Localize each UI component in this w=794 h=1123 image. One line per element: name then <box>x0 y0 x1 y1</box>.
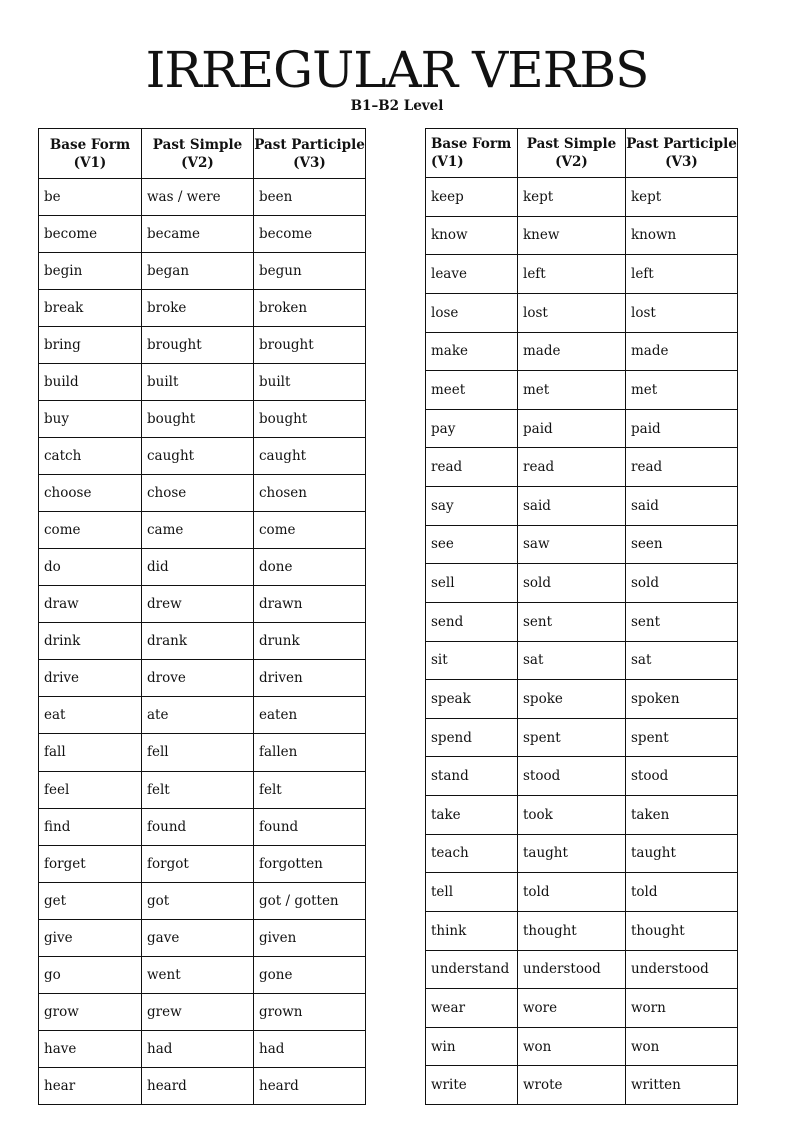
past-simple-cell: kept <box>518 178 626 217</box>
base-form-cell: hear <box>39 1067 142 1104</box>
past-participle-cell: caught <box>254 438 366 475</box>
table-row <box>426 487 738 526</box>
base-form-cell: stand <box>426 757 518 796</box>
table-row <box>39 253 366 290</box>
past-simple-cell: spoke <box>518 680 626 719</box>
past-participle-cell: known <box>626 216 738 255</box>
base-form-cell: pay <box>426 409 518 448</box>
past-simple-cell: brought <box>142 327 254 364</box>
table-row <box>39 549 366 586</box>
base-form-cell: feel <box>39 771 142 808</box>
base-form-cell: do <box>39 549 142 586</box>
base-form-cell: bring <box>39 327 142 364</box>
base-form-cell: think <box>426 911 518 950</box>
past-simple-cell: came <box>142 512 254 549</box>
table-header-row <box>39 129 366 179</box>
past-participle-cell: had <box>254 1030 366 1067</box>
header-line2: (V2) <box>181 154 214 171</box>
base-form-cell: build <box>39 364 142 401</box>
page-subtitle: B1–B2 Level <box>350 98 444 114</box>
table-row <box>426 641 738 680</box>
base-form-cell: take <box>426 796 518 835</box>
table-row <box>426 680 738 719</box>
base-form-cell: choose <box>39 475 142 512</box>
base-form-cell: have <box>39 1030 142 1067</box>
base-form-cell: speak <box>426 680 518 719</box>
table-row <box>39 660 366 697</box>
header-past-participle <box>254 129 366 179</box>
table-row <box>39 734 366 771</box>
table-row <box>39 364 366 401</box>
past-participle-cell: taken <box>626 796 738 835</box>
past-simple-cell: saw <box>518 525 626 564</box>
base-form-cell: leave <box>426 255 518 294</box>
header-line2: (V3) <box>293 154 326 171</box>
header-past-participle <box>626 129 738 178</box>
past-simple-cell: stood <box>518 757 626 796</box>
past-participle-cell: said <box>626 487 738 526</box>
past-simple-cell: heard <box>142 1067 254 1104</box>
past-simple-cell: sold <box>518 564 626 603</box>
past-simple-cell: went <box>142 956 254 993</box>
past-participle-cell: got / gotten <box>254 882 366 919</box>
base-form-cell: get <box>39 882 142 919</box>
header-line1: Base Form <box>49 136 131 153</box>
past-simple-cell: got <box>142 882 254 919</box>
table-row <box>39 438 366 475</box>
past-participle-cell: worn <box>626 989 738 1028</box>
table-row <box>426 718 738 757</box>
base-form-cell: become <box>39 216 142 253</box>
table-row <box>426 873 738 912</box>
past-simple-cell: told <box>518 873 626 912</box>
table-row <box>426 216 738 255</box>
base-form-cell: teach <box>426 834 518 873</box>
past-simple-cell: found <box>142 808 254 845</box>
past-simple-cell: wrote <box>518 1066 626 1105</box>
table-row <box>39 512 366 549</box>
past-simple-cell: took <box>518 796 626 835</box>
past-participle-cell: brought <box>254 327 366 364</box>
base-form-cell: drink <box>39 623 142 660</box>
table-row <box>426 564 738 603</box>
table-row <box>39 993 366 1030</box>
past-participle-cell: kept <box>626 178 738 217</box>
verbs-table-right-body <box>426 178 738 1105</box>
table-row <box>39 771 366 808</box>
past-participle-cell: spoken <box>626 680 738 719</box>
base-form-cell: forget <box>39 845 142 882</box>
past-participle-cell: read <box>626 448 738 487</box>
past-simple-cell: said <box>518 487 626 526</box>
past-simple-cell: forgot <box>142 845 254 882</box>
past-simple-cell: sat <box>518 641 626 680</box>
header-line1: Base Form <box>431 136 512 152</box>
past-participle-cell: driven <box>254 660 366 697</box>
past-simple-cell: grew <box>142 993 254 1030</box>
base-form-cell: fall <box>39 734 142 771</box>
verbs-table-left <box>38 128 366 1105</box>
past-simple-cell: sent <box>518 602 626 641</box>
base-form-cell: keep <box>426 178 518 217</box>
past-participle-cell: written <box>626 1066 738 1105</box>
past-simple-cell: built <box>142 364 254 401</box>
base-form-cell: meet <box>426 371 518 410</box>
past-participle-cell: bought <box>254 401 366 438</box>
verbs-table-right <box>425 128 738 1105</box>
past-simple-cell: knew <box>518 216 626 255</box>
table-row <box>426 796 738 835</box>
base-form-cell: buy <box>39 401 142 438</box>
past-participle-cell: left <box>626 255 738 294</box>
base-form-cell: say <box>426 487 518 526</box>
table-row <box>426 950 738 989</box>
past-simple-cell: caught <box>142 438 254 475</box>
base-form-cell: sell <box>426 564 518 603</box>
base-form-cell: drive <box>39 660 142 697</box>
base-form-cell: see <box>426 525 518 564</box>
past-participle-cell: met <box>626 371 738 410</box>
past-simple-cell: became <box>142 216 254 253</box>
past-simple-cell: lost <box>518 293 626 332</box>
table-row <box>426 757 738 796</box>
header-past-simple <box>518 129 626 178</box>
header-line2: (V3) <box>665 154 698 170</box>
past-participle-cell: seen <box>626 525 738 564</box>
header-line1: Past Participle <box>254 136 365 153</box>
base-form-cell: grow <box>39 993 142 1030</box>
past-simple-cell: drank <box>142 623 254 660</box>
table-row <box>39 290 366 327</box>
base-form-cell: wear <box>426 989 518 1028</box>
base-form-cell: eat <box>39 697 142 734</box>
table-row <box>426 989 738 1028</box>
past-participle-cell: won <box>626 1027 738 1066</box>
past-participle-cell: understood <box>626 950 738 989</box>
past-simple-cell: bought <box>142 401 254 438</box>
base-form-cell: sit <box>426 641 518 680</box>
past-simple-cell: was / were <box>142 179 254 216</box>
past-participle-cell: thought <box>626 911 738 950</box>
past-participle-cell: broken <box>254 290 366 327</box>
past-participle-cell: gone <box>254 956 366 993</box>
table-row <box>39 623 366 660</box>
past-simple-cell: paid <box>518 409 626 448</box>
past-participle-cell: done <box>254 549 366 586</box>
table-row <box>426 834 738 873</box>
past-participle-cell: taught <box>626 834 738 873</box>
table-row <box>426 448 738 487</box>
table-row <box>426 371 738 410</box>
header-line2: (V1) <box>431 154 464 170</box>
table-row <box>39 882 366 919</box>
page-title: IRREGULAR VERBS <box>145 41 649 99</box>
past-participle-cell: fallen <box>254 734 366 771</box>
past-simple-cell: read <box>518 448 626 487</box>
base-form-cell: find <box>39 808 142 845</box>
base-form-cell: know <box>426 216 518 255</box>
past-participle-cell: found <box>254 808 366 845</box>
base-form-cell: draw <box>39 586 142 623</box>
past-participle-cell: told <box>626 873 738 912</box>
past-simple-cell: gave <box>142 919 254 956</box>
base-form-cell: read <box>426 448 518 487</box>
past-participle-cell: sent <box>626 602 738 641</box>
past-participle-cell: heard <box>254 1067 366 1104</box>
past-simple-cell: chose <box>142 475 254 512</box>
table-header-row <box>426 129 738 178</box>
past-participle-cell: chosen <box>254 475 366 512</box>
past-participle-cell: come <box>254 512 366 549</box>
header-line1: Past Simple <box>152 136 243 153</box>
past-simple-cell: ate <box>142 697 254 734</box>
base-form-cell: come <box>39 512 142 549</box>
table-row <box>426 1027 738 1066</box>
table-row <box>39 697 366 734</box>
past-participle-cell: begun <box>254 253 366 290</box>
header-base-form <box>39 129 142 179</box>
past-participle-cell: spent <box>626 718 738 757</box>
base-form-cell: win <box>426 1027 518 1066</box>
base-form-cell: break <box>39 290 142 327</box>
table-row <box>426 525 738 564</box>
base-form-cell: lose <box>426 293 518 332</box>
header-base-form <box>426 129 518 178</box>
header-line1: Past Participle <box>626 136 737 152</box>
past-participle-cell: drawn <box>254 586 366 623</box>
past-simple-cell: drove <box>142 660 254 697</box>
table-row <box>39 401 366 438</box>
table-row <box>39 956 366 993</box>
base-form-cell: tell <box>426 873 518 912</box>
past-simple-cell: won <box>518 1027 626 1066</box>
base-form-cell: be <box>39 179 142 216</box>
past-participle-cell: felt <box>254 771 366 808</box>
past-participle-cell: made <box>626 332 738 371</box>
base-form-cell: give <box>39 919 142 956</box>
table-row <box>39 845 366 882</box>
table-row <box>426 911 738 950</box>
past-simple-cell: made <box>518 332 626 371</box>
past-participle-cell: built <box>254 364 366 401</box>
table-row <box>426 602 738 641</box>
base-form-cell: catch <box>39 438 142 475</box>
past-simple-cell: had <box>142 1030 254 1067</box>
past-simple-cell: drew <box>142 586 254 623</box>
past-participle-cell: lost <box>626 293 738 332</box>
base-form-cell: understand <box>426 950 518 989</box>
past-simple-cell: left <box>518 255 626 294</box>
base-form-cell: send <box>426 602 518 641</box>
past-participle-cell: eaten <box>254 697 366 734</box>
table-row <box>39 586 366 623</box>
table-row <box>39 179 366 216</box>
past-participle-cell: paid <box>626 409 738 448</box>
header-line2: (V1) <box>73 154 107 171</box>
table-row <box>426 255 738 294</box>
past-participle-cell: sat <box>626 641 738 680</box>
past-simple-cell: felt <box>142 771 254 808</box>
table-row <box>426 293 738 332</box>
past-participle-cell: grown <box>254 993 366 1030</box>
table-row <box>426 409 738 448</box>
past-participle-cell: given <box>254 919 366 956</box>
base-form-cell: begin <box>39 253 142 290</box>
past-simple-cell: did <box>142 549 254 586</box>
past-simple-cell: met <box>518 371 626 410</box>
base-form-cell: go <box>39 956 142 993</box>
table-row <box>39 216 366 253</box>
header-past-simple <box>142 129 254 179</box>
past-simple-cell: thought <box>518 911 626 950</box>
past-simple-cell: wore <box>518 989 626 1028</box>
past-participle-cell: stood <box>626 757 738 796</box>
past-simple-cell: broke <box>142 290 254 327</box>
base-form-cell: spend <box>426 718 518 757</box>
past-participle-cell: been <box>254 179 366 216</box>
past-simple-cell: fell <box>142 734 254 771</box>
past-simple-cell: understood <box>518 950 626 989</box>
past-participle-cell: become <box>254 216 366 253</box>
past-participle-cell: drunk <box>254 623 366 660</box>
table-row <box>39 1030 366 1067</box>
table-row <box>39 327 366 364</box>
table-row <box>39 1067 366 1104</box>
table-row <box>426 1066 738 1105</box>
base-form-cell: make <box>426 332 518 371</box>
past-participle-cell: sold <box>626 564 738 603</box>
table-row <box>39 475 366 512</box>
past-simple-cell: began <box>142 253 254 290</box>
table-row <box>39 808 366 845</box>
verbs-table-left-body <box>39 179 366 1105</box>
past-simple-cell: spent <box>518 718 626 757</box>
table-row <box>39 919 366 956</box>
past-participle-cell: forgotten <box>254 845 366 882</box>
table-row <box>426 332 738 371</box>
past-simple-cell: taught <box>518 834 626 873</box>
base-form-cell: write <box>426 1066 518 1105</box>
header-line1: Past Simple <box>526 136 617 152</box>
header-line2: (V2) <box>555 154 588 170</box>
table-row <box>426 178 738 217</box>
